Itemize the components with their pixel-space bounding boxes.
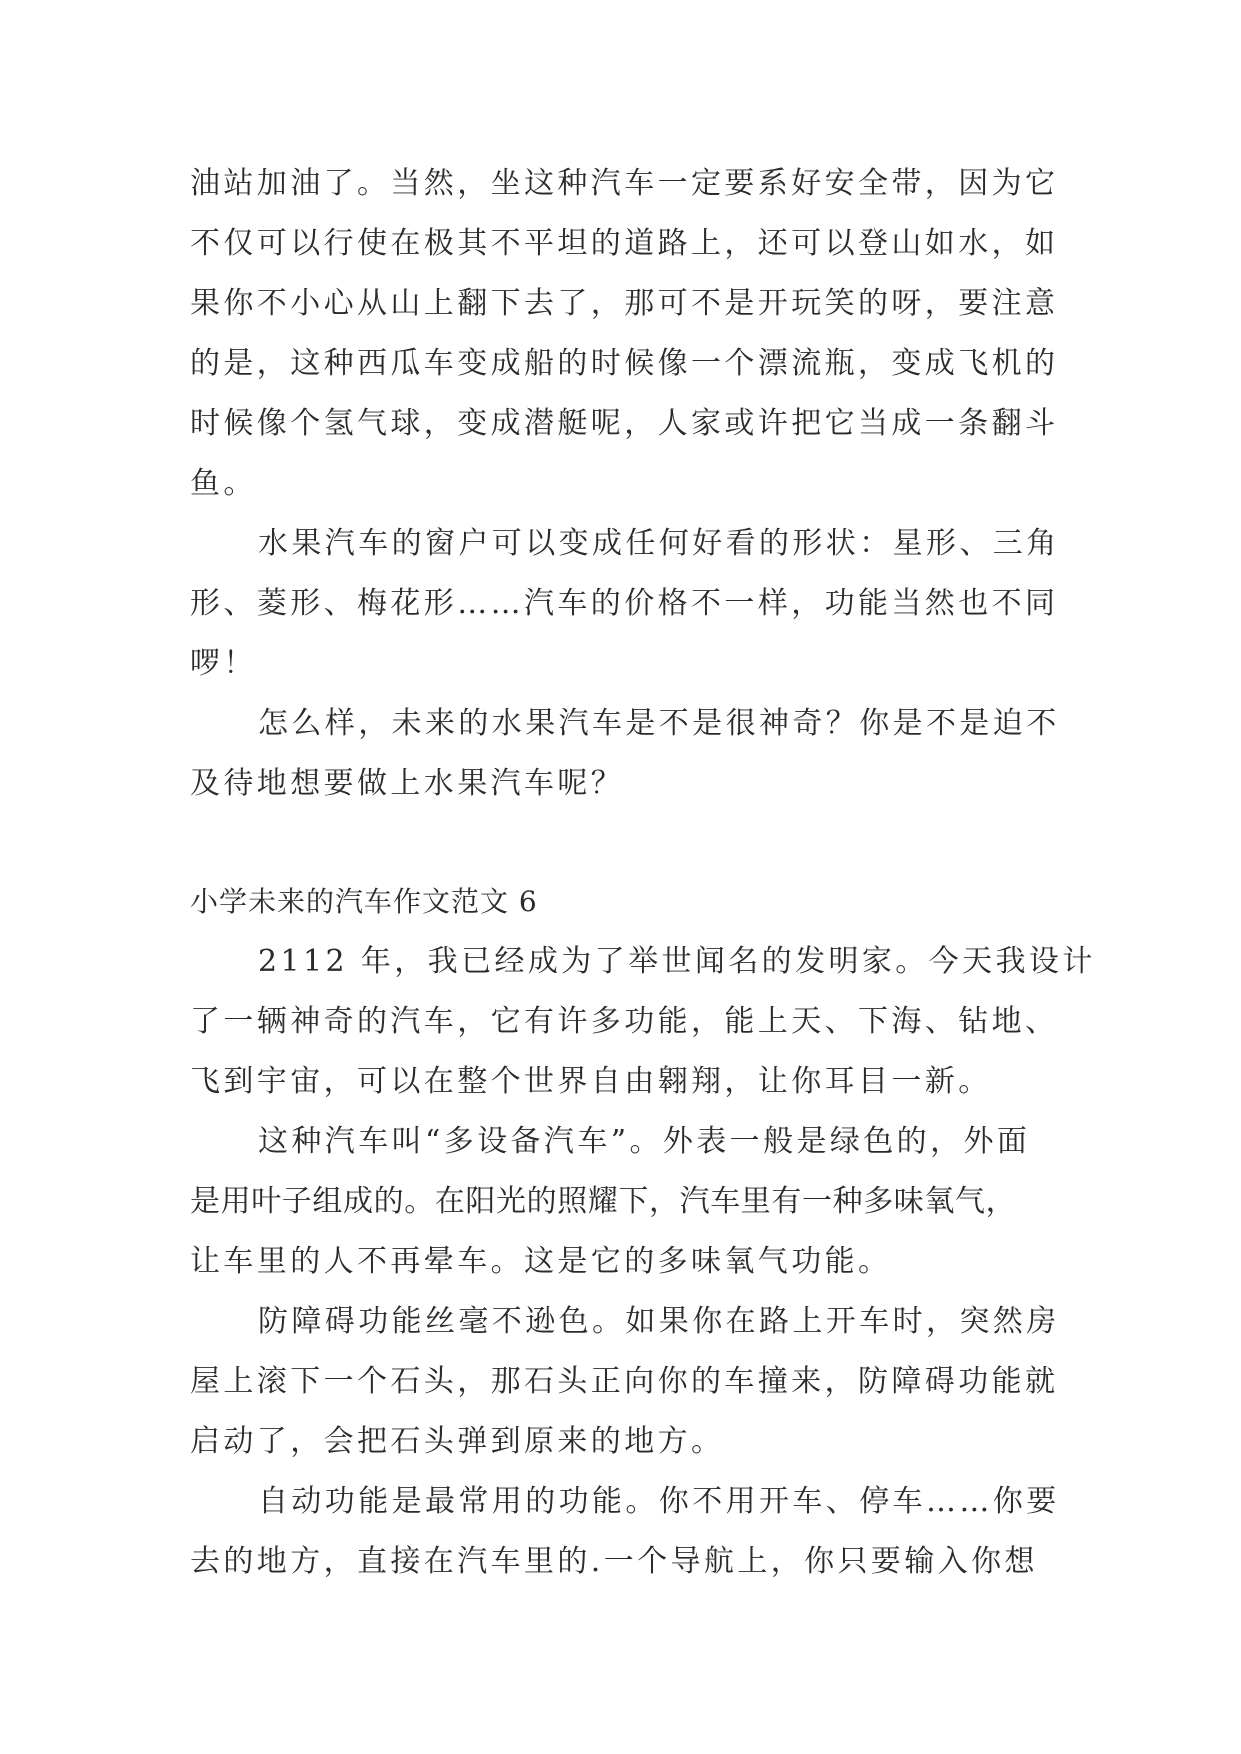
text-line: 怎么样，未来的水果汽车是不是很神奇？你是不是迫不 — [258, 706, 1060, 741]
paragraph — [190, 1292, 1070, 1472]
text-line: 水果汽车的窗户可以变成任何好看的形状：星形、三角 — [258, 526, 1060, 561]
text-line: 屋上滚下一个石头，那石头正向你的车撞来，防障碍功能就 — [190, 1364, 1059, 1399]
text-line: 果你不小心从山上翻下去了，那可不是开玩笑的呀，要注意 — [190, 286, 1059, 321]
section-heading: 小学未来的汽车作文范文 6 — [190, 885, 538, 918]
document-body — [190, 154, 1096, 1592]
text-line: 不仅可以行使在极其不平坦的道路上，还可以登山如水，如 — [190, 226, 1059, 261]
text-line: 去的地方，直接在汽车里的.一个导航上，你只要输入你想 — [190, 1544, 1038, 1579]
text-line: 启动了，会把石头弹到原来的地方。 — [190, 1424, 725, 1459]
paragraph — [190, 932, 1096, 1112]
text-line: 这种汽车叫“多设备汽车”。外表一般是绿色的，外面 — [258, 1124, 1031, 1159]
text-line: 时候像个氢气球，变成潜艇呢，人家或许把它当成一条翻斗 — [190, 406, 1059, 441]
paragraph — [190, 154, 1070, 514]
text-line: 让车里的人不再晕车。这是它的多味氧气功能。 — [190, 1244, 892, 1279]
text-line: 2112 年，我已经成为了举世闻名的发明家。今天我设计 — [258, 944, 1096, 979]
paragraph — [190, 1472, 1070, 1592]
paragraph — [190, 694, 1070, 814]
text-line: 油站加油了。当然，坐这种汽车一定要系好安全带，因为它 — [190, 166, 1059, 201]
text-line: 鱼。 — [190, 466, 257, 501]
paragraph — [190, 1112, 1070, 1292]
text-line: 是用叶子组成的。在阳光的照耀下，汽车里有一种多味氧气， — [190, 1184, 1017, 1219]
text-line: 防障碍功能丝毫不逊色。如果你在路上开车时，突然房 — [258, 1304, 1060, 1339]
text-line: 飞到宇宙，可以在整个世界自由翱翔，让你耳目一新。 — [190, 1064, 992, 1099]
text-line: 形、菱形、梅花形……汽车的价格不一样，功能当然也不同 — [190, 586, 1059, 621]
text-line: 自动功能是最常用的功能。你不用开车、停车……你要 — [258, 1484, 1060, 1519]
text-line: 及待地想要做上水果汽车呢？ — [190, 766, 625, 801]
text-line: 啰！ — [190, 646, 257, 681]
paragraph — [190, 514, 1070, 694]
text-line: 的是，这种西瓜车变成船的时候像一个漂流瓶，变成飞机的 — [190, 346, 1059, 381]
text-line: 了一辆神奇的汽车，它有许多功能，能上天、下海、钻地、 — [190, 1004, 1059, 1039]
